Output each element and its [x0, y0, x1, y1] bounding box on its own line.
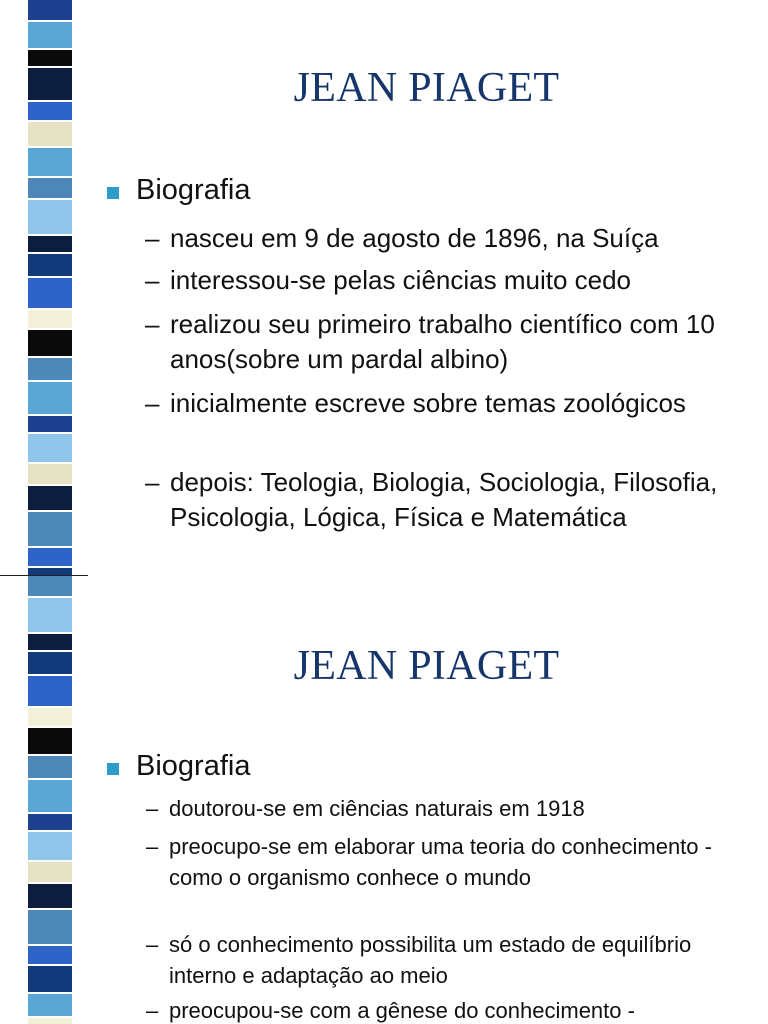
sub-bullet-text: preocupo-se em elaborar uma teoria do conhecimento - como o organismo conhece o mundo	[169, 834, 712, 890]
stripe-band	[28, 576, 72, 1024]
stripe-segment	[28, 780, 72, 812]
sub-bullet-text: realizou seu primeiro trabalho científico com 10 anos(sobre um pardal albino)	[170, 309, 715, 374]
stripe-segment	[28, 814, 72, 830]
sub-bullet-text: interessou-se pelas ciências muito cedo	[170, 265, 632, 295]
stripe-segment	[28, 200, 72, 234]
sub-bullet-text: inicialmente escreve sobre temas zoológicos	[170, 388, 686, 418]
stripe-segment	[28, 652, 72, 674]
dash-icon: –	[145, 467, 160, 497]
sub-bullet-text: só o conhecimento possibilita um estado de equilíbrio interno e adaptação ao meio	[169, 932, 692, 988]
sub-bullet-text: preocupou-se com a gênese do conhecimento -	[169, 998, 635, 1023]
stripe-segment	[28, 756, 72, 778]
stripe-segment	[28, 68, 72, 100]
stripe-segment	[28, 884, 72, 908]
stripe-segment	[28, 178, 72, 198]
stripe-segment	[28, 416, 72, 432]
stripe-segment	[28, 634, 72, 650]
stripe-segment	[28, 50, 72, 66]
stripe-segment	[28, 102, 72, 120]
slide-2	[0, 576, 768, 1024]
sub-bullet-item	[145, 221, 745, 256]
stripe-segment	[28, 1018, 72, 1024]
stripe-segment	[28, 676, 72, 706]
sub-bullet-text: depois: Teologia, Biologia, Sociologia, Filosofia, Psicologia, Lógica, Física e Matemática	[170, 467, 718, 532]
sub-bullet-item	[145, 307, 745, 377]
stripe-segment	[28, 832, 72, 860]
stripe-segment	[28, 148, 72, 176]
dash-icon: –	[146, 932, 159, 957]
sub-bullet-item	[146, 995, 756, 1024]
stripe-segment	[28, 708, 72, 726]
sub-bullet-item	[146, 929, 756, 991]
stripe-segment	[28, 966, 72, 992]
stripe-segment	[28, 486, 72, 510]
dash-icon: –	[146, 796, 159, 821]
bullet-square-icon	[107, 763, 119, 775]
stripe-segment	[28, 434, 72, 462]
stripe-segment	[28, 548, 72, 566]
dash-icon: –	[145, 223, 160, 253]
slide-title: JEAN PIAGET	[293, 65, 560, 111]
stripe-segment	[28, 576, 72, 596]
stripe-segment	[28, 464, 72, 484]
stripe-band	[28, 0, 72, 576]
dash-icon: –	[145, 309, 160, 339]
stripe-segment	[28, 358, 72, 380]
dash-icon: –	[146, 834, 159, 859]
dash-icon: –	[146, 998, 159, 1023]
stripe-segment	[28, 278, 72, 308]
sub-bullet-item	[146, 793, 756, 824]
stripe-segment	[28, 22, 72, 48]
dash-icon: –	[145, 265, 160, 295]
slide-title: JEAN PIAGET	[293, 643, 560, 689]
bullet-heading: Biografia	[136, 750, 251, 782]
stripe-segment	[28, 236, 72, 252]
sub-bullet-item	[146, 831, 756, 893]
stripe-segment	[28, 310, 72, 328]
stripe-segment	[28, 382, 72, 414]
stripe-segment	[28, 330, 72, 356]
sub-bullet-item	[145, 465, 745, 535]
stripe-segment	[28, 862, 72, 882]
sub-bullet-item	[145, 386, 745, 421]
stripe-segment	[28, 946, 72, 964]
sub-bullet-text: nasceu em 9 de agosto de 1896, na Suíça	[170, 223, 659, 253]
stripe-segment	[28, 512, 72, 546]
bullet-square-icon	[107, 187, 119, 199]
bullet-heading: Biografia	[136, 174, 251, 206]
stripe-segment	[28, 994, 72, 1016]
sub-bullet-text: doutorou-se em ciências naturais em 1918	[169, 796, 585, 821]
decorative-stripe	[0, 0, 85, 576]
stripe-segment	[28, 122, 72, 146]
stripe-segment	[28, 0, 72, 20]
stripe-segment	[28, 910, 72, 944]
stripe-segment	[28, 598, 72, 632]
stripe-segment	[28, 728, 72, 754]
dash-icon: –	[145, 388, 160, 418]
sub-bullet-item	[145, 263, 745, 298]
stripe-segment	[28, 254, 72, 276]
decorative-stripe	[0, 576, 85, 1024]
